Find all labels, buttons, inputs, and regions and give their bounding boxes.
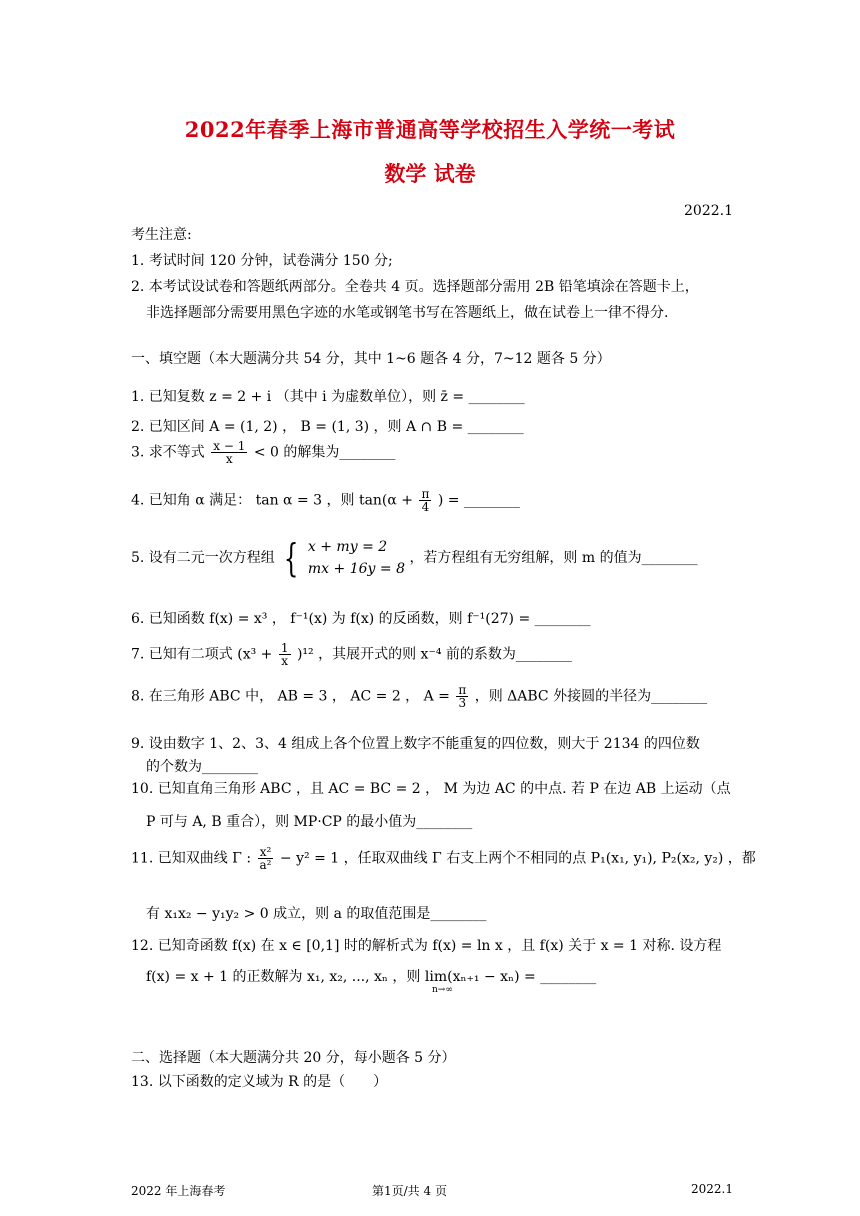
q8-num: π (458, 683, 467, 697)
question-10-cont: P 可与 A, B 重合），则 MP·CP 的最小值为________ (146, 814, 473, 830)
q7-text-post: )¹² ，其展开式的则 x⁻⁴ 前的系数为________ (296, 646, 572, 663)
footer-date: 2022.1 (691, 1182, 733, 1196)
exam-title: 2022年春季上海市普通高等学校招生入学统一考试 (184, 117, 676, 142)
q3-fraction (211, 440, 247, 465)
q7-num: 1 (280, 641, 289, 655)
q8-fraction (456, 684, 468, 709)
question-11-cont: 有 x₁x₂ − y₁y₂ > 0 成立，则 a 的取值范围是________ (146, 906, 487, 922)
question-3 (131, 440, 395, 465)
q11-den: a² (259, 858, 272, 872)
notice-item-2-cont: 非选择题部分需要用黑色字迹的水笔或钢笔书写在答题纸上，做在试卷上一律不得分. (146, 305, 669, 321)
q5-text-post: ，若方程组有无穷组解，则 m 的值为________ (409, 550, 698, 566)
q11-text-pre: 11. 已知双曲线 Γ : (131, 850, 252, 867)
question-6: 6. 已知函数 f(x) = x³ ， f⁻¹(x) 为 f(x) 的反函数，则 f⁻¹(27) = ________ (131, 611, 591, 627)
notice-item-1: 1. 考试时间 120 分钟，试卷满分 150 分; (131, 253, 393, 269)
q11-text-post: − y² = 1 ，任取双曲线 Γ 右支上两个不相同的点 P₁(x₁, y₁), P₂(x₂, y₂) ，都 (279, 850, 756, 867)
q3-den: x (225, 452, 233, 466)
q4-text-pre: 4. 已知角 α 满足： tan α = 3 ，则 tan(α + (131, 492, 414, 509)
q3-text-post: < 0 的解集为________ (253, 444, 396, 461)
question-10: 10. 已知直角三角形 ABC ，且 AC = BC = 2 ， M 为边 AC 的中点. 若 P 在边 AB 上运动（点 (131, 781, 731, 797)
footer-page: 第1页/共 4 页 (372, 1184, 447, 1198)
q12-limit-subscript: n→∞ (432, 985, 453, 995)
question-7 (131, 642, 572, 667)
question-8 (131, 684, 707, 709)
q7-fraction (279, 642, 291, 667)
q4-num: π (421, 487, 430, 501)
q11-fraction (258, 846, 274, 871)
q7-den: x (281, 654, 289, 668)
q8-text-pre: 8. 在三角形 ABC 中， AB = 3 ， AC = 2 ， A = (131, 688, 450, 705)
question-9-cont: 的个数为________ (146, 759, 258, 775)
exam-date: 2022.1 (684, 203, 733, 219)
q5-equation-system (308, 536, 405, 580)
question-2: 2. 已知区间 A = (1, 2) ， B = (1, 3) ，则 A ∩ B = ________ (131, 419, 524, 435)
q5-text-pre: 5. 设有二元一次方程组 (131, 550, 275, 566)
q5-eq2: mx + 16y = 8 (307, 561, 405, 577)
notice-heading: 考生注意: (131, 227, 192, 243)
question-13: 13. 以下函数的定义域为 R 的是（ ） (131, 1074, 388, 1090)
q7-text-pre: 7. 已知有二项式 (x³ + (131, 646, 273, 663)
question-12-cont: f(x) = x + 1 的正数解为 x₁, x₂, ..., xₙ ，则 lim(xₙ₊₁ − xₙ) = ________ (146, 969, 597, 985)
section1-heading: 一、填空题（本大题满分共 54 分，其中 1~6 题各 4 分，7~12 题各 5 分） (131, 351, 611, 367)
question-12: 12. 已知奇函数 f(x) 在 x ∈ [0,1] 时的解析式为 f(x) = ln x ，且 f(x) 关于 x = 1 对称. 设方程 (131, 938, 722, 954)
exam-subtitle: 数学 试卷 (384, 161, 476, 186)
q11-num: x² (258, 846, 274, 859)
question-1: 1. 已知复数 z = 2 + i （其中 i 为虚数单位），则 z̄ = ________ (131, 389, 525, 405)
q4-fraction (419, 488, 431, 513)
left-brace: { (284, 536, 299, 580)
q5-eq1: x + my = 2 (307, 539, 388, 555)
question-4 (131, 488, 520, 513)
question-9: 9. 设由数字 1、2、3、4 组成上各个位置上数字不能重复的四位数，则大于 2134 的四位数 (131, 736, 700, 752)
q3-num: x − 1 (213, 439, 246, 453)
question-5 (131, 536, 698, 580)
section2-heading: 二、选择题（本大题满分共 20 分，每小题各 5 分） (131, 1050, 456, 1066)
notice-item-2: 2. 本考试设试卷和答题纸两部分。全卷共 4 页。选择题部分需用 2B 铅笔填涂在答题卡上， (131, 279, 699, 295)
q4-text-post: ) = ________ (437, 492, 520, 509)
q4-den: 4 (421, 500, 430, 514)
footer-left: 2022 年上海春考 (131, 1184, 226, 1198)
q3-text-pre: 3. 求不等式 (131, 444, 205, 461)
q8-den: 3 (458, 696, 467, 710)
q8-text-post: ，则 ΔABC 外接圆的半径为________ (474, 688, 708, 705)
question-11 (131, 846, 756, 871)
